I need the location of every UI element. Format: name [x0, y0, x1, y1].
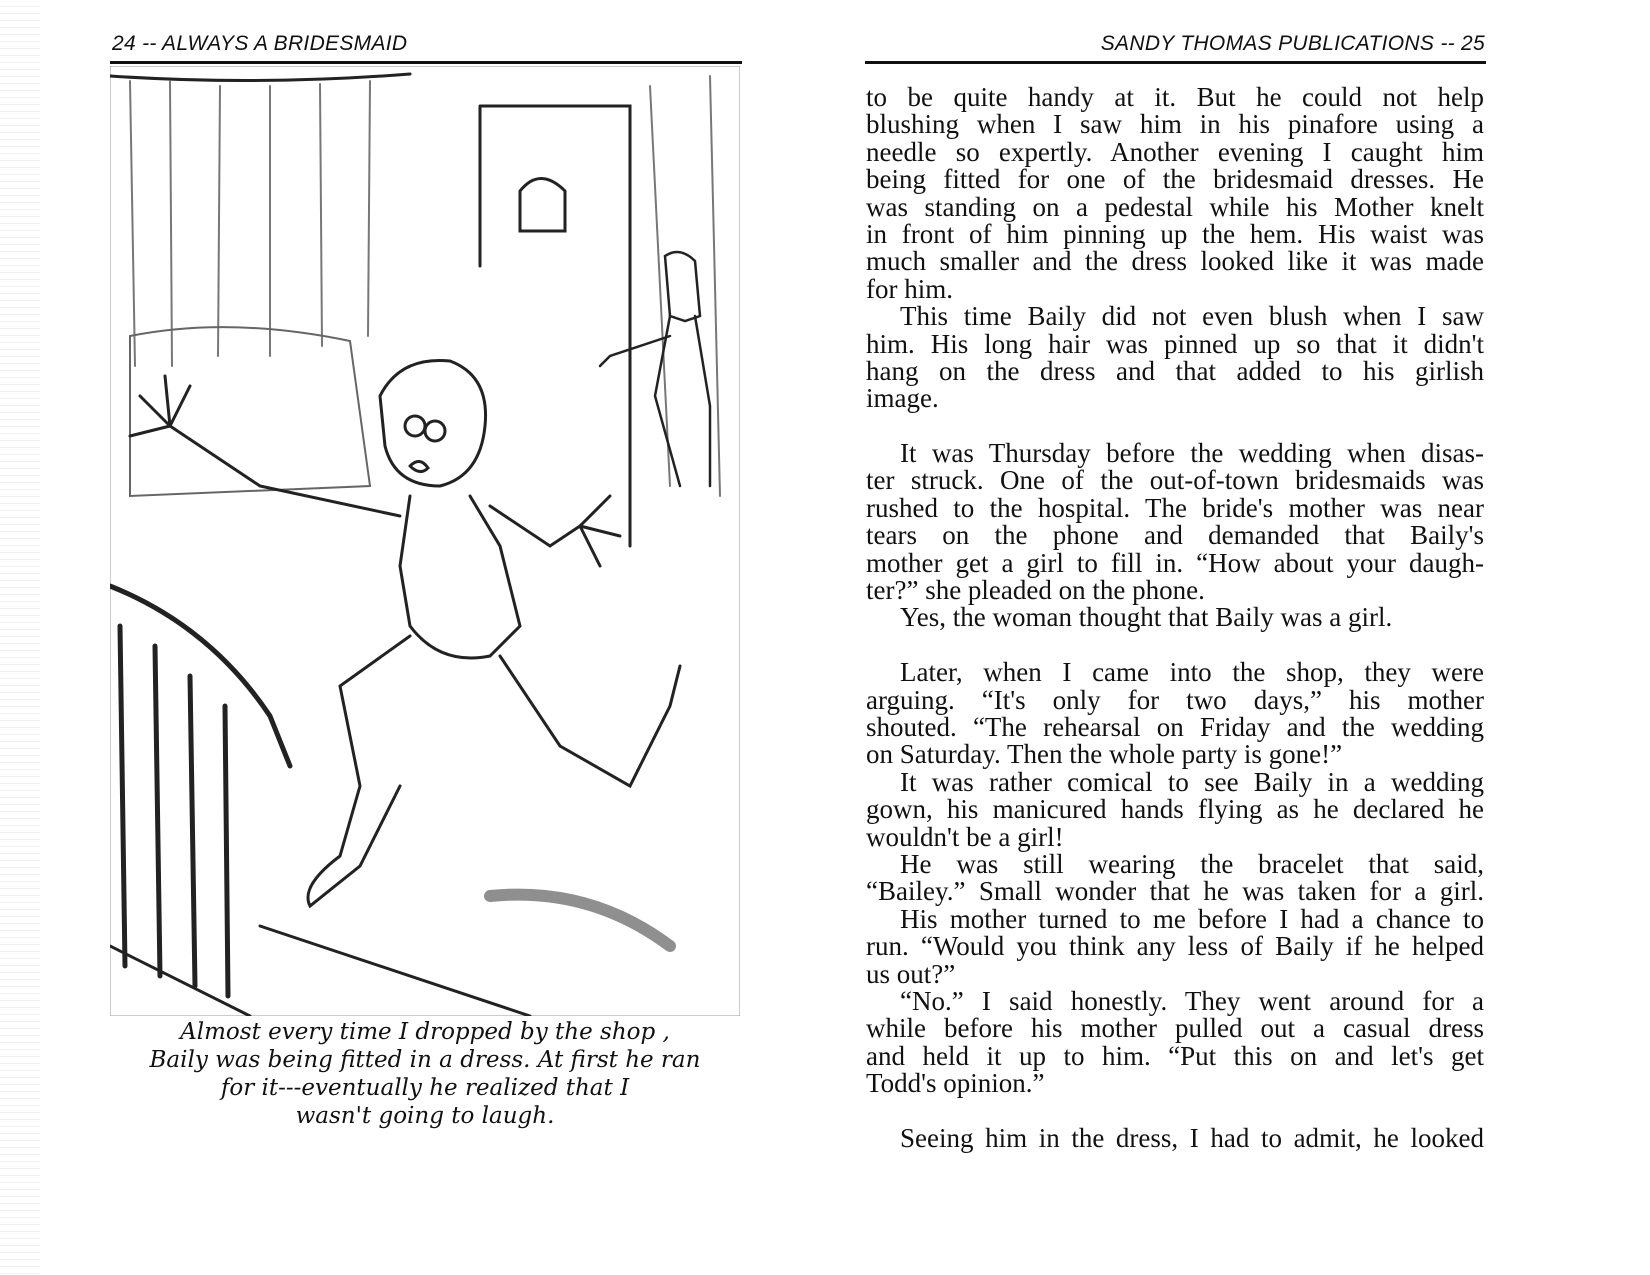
text-line: on Saturday. Then the whole party is gone!” [866, 739, 1343, 770]
left-header-rule [110, 61, 742, 64]
room-background [110, 66, 740, 1016]
paragraph-gap [866, 1097, 1484, 1124]
text-line: hang on the dress and that added to his girlish [866, 355, 1484, 386]
text-line: Seeing him in the dress, I had to admit, he looked [900, 1122, 1484, 1153]
left-running-header: 24 -- ALWAYS A BRIDESMAID [112, 32, 408, 55]
text-line: in front of him pinning up the hem. His waist was [866, 218, 1484, 249]
text-line: “Bailey.” Small wonder that he was taken for a girl. [866, 876, 1484, 907]
running-figure [130, 360, 680, 906]
text-line: needle so expertly. Another evening I caught him [866, 136, 1484, 167]
paragraph-gap [866, 413, 1484, 440]
text-line: tears on the phone and demanded that Baily's [866, 520, 1484, 551]
text-line: It was rather comical to see Baily in a wedding [900, 766, 1484, 797]
caption-line: Baily was being fitted in a dress. At first he ran [149, 1047, 701, 1073]
girl-in-doorway [600, 252, 710, 486]
text-line: him. His long hair was pinned up so that it didn't [866, 328, 1484, 359]
text-line: while before his mother pulled out a casual dress [866, 1013, 1484, 1044]
caption-line: Almost every time I dropped by the shop , [180, 1019, 670, 1045]
text-line: He was still wearing the bracelet that said, [900, 848, 1484, 879]
caption-line: for it---eventually he realized that I [220, 1075, 630, 1101]
text-line: shouted. “The rehearsal on Friday and the wedding [866, 711, 1484, 742]
illustration-caption [110, 1018, 740, 1130]
text-line: image. [866, 383, 939, 414]
text-line: to be quite handy at it. But he could not help [866, 82, 1484, 112]
text-line: us out?” [866, 958, 956, 989]
text-line: was standing on a pedestal while his Mother knelt [866, 191, 1484, 222]
text-line: and held it up to him. “Put this on and let's get [866, 1040, 1484, 1071]
text-line: Later, when I came into the shop, they were [900, 657, 1484, 688]
caption-line: wasn't going to laugh. [295, 1103, 555, 1129]
right-running-header: SANDY THOMAS PUBLICATIONS -- 25 [1100, 32, 1485, 55]
paragraph-gap [866, 632, 1484, 659]
illustration-sketch [110, 66, 740, 1016]
text-line: mother get a girl to fill in. “How about your daugh- [866, 547, 1484, 578]
text-line: His mother turned to me before I had a chance to [900, 903, 1484, 934]
text-line: This time Baily did not even blush when I saw [900, 301, 1484, 332]
text-line: Todd's opinion.” [866, 1068, 1045, 1099]
right-header-rule [865, 61, 1486, 64]
text-line: It was Thursday before the wedding when disas- [900, 438, 1484, 469]
text-line: gown, his manicured hands flying as he declared he [866, 794, 1484, 825]
text-line: ter?” she pleaded on the phone. [866, 575, 1205, 606]
text-line: run. “Would you think any less of Baily if he helped [866, 931, 1484, 962]
text-line: being fitted for one of the bridesmaid dresses. He [866, 164, 1484, 195]
right-page-body-text [866, 84, 1484, 1152]
text-line: ter struck. One of the out-of-town bridesmaids was [866, 465, 1484, 496]
text-line: Yes, the woman thought that Baily was a girl. [900, 602, 1393, 633]
text-line: arguing. “It's only for two days,” his mother [866, 684, 1484, 715]
text-line: for him. [866, 273, 953, 304]
text-line: wouldn't be a girl! [866, 821, 1064, 852]
text-line: “No.” I said honestly. They went around for a [900, 985, 1484, 1016]
text-line: much smaller and the dress looked like it was made [866, 246, 1484, 277]
text-line: rushed to the hospital. The bride's mother was near [866, 492, 1484, 523]
scan-edge-noise [0, 0, 40, 1275]
text-line: blushing when I saw him in his pinafore using a [866, 109, 1484, 140]
